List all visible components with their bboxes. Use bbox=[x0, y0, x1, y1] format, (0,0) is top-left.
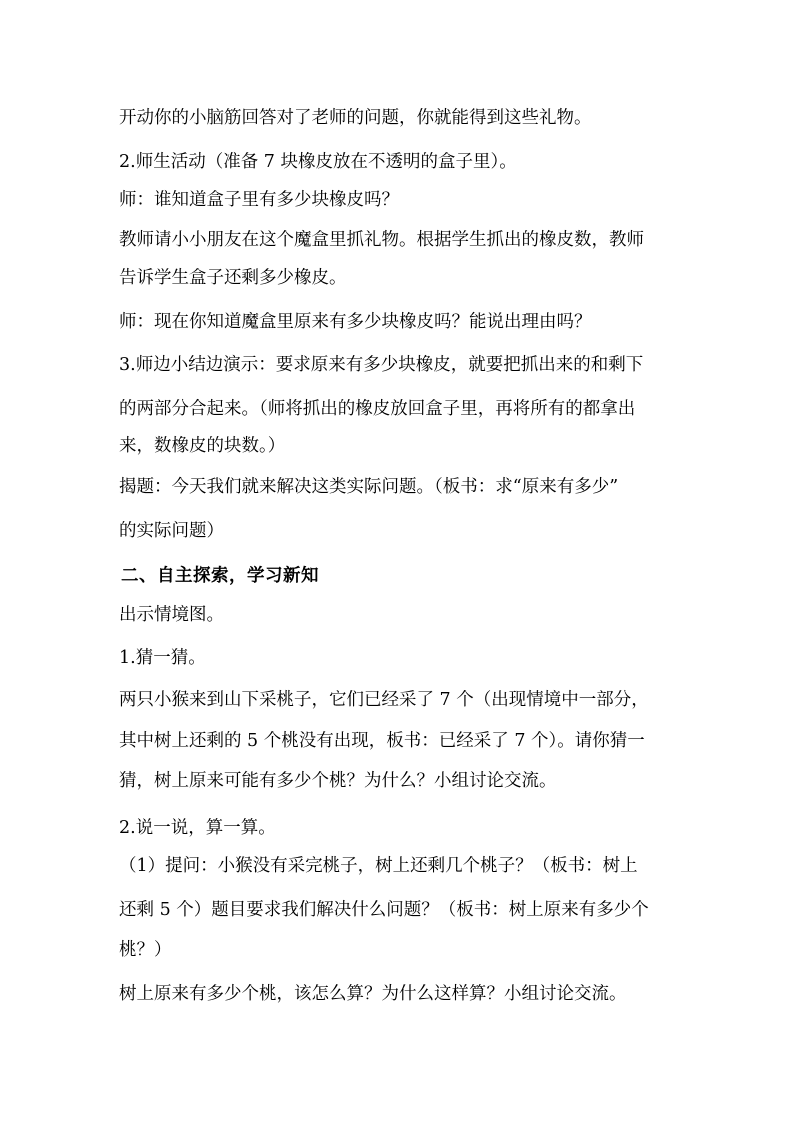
paragraph-line: 开动你的小脑筋回答对了老师的问题，你就能得到这些礼物。 bbox=[119, 108, 592, 128]
paragraph-line: 来，数橡皮的块数。） bbox=[119, 436, 286, 456]
paragraph-line: 猜，树上原来可能有多少个桃？为什么？小组讨论交流。 bbox=[119, 771, 557, 791]
paragraph-line: 揭题：今天我们就来解决这类实际问题。（板书：求“原来有多少” bbox=[119, 477, 619, 497]
paragraph-line: 其中树上还剩的 5 个桃没有出现，板书：已经采了 7 个）。请你猜一 bbox=[119, 731, 645, 751]
paragraph-line: （1）提问：小猴没有采完桃子，树上还剩几个桃子？（板书：树上 bbox=[119, 856, 638, 876]
paragraph-line: 师：现在你知道魔盒里原来有多少块橡皮吗？能说出理由吗？ bbox=[119, 312, 592, 332]
paragraph-line: 树上原来有多少个桃，该怎么算？为什么这样算？小组讨论交流。 bbox=[119, 984, 627, 1004]
paragraph-line: 2.说一说，算一算。 bbox=[119, 818, 276, 838]
paragraph-line: 桃？） bbox=[119, 940, 172, 960]
paragraph-line: 两只小猴来到山下采桃子，它们已经采了 7 个（出现情境中一部分， bbox=[119, 690, 649, 710]
paragraph-line: 告诉学生盒子还剩多少橡皮。 bbox=[119, 268, 347, 288]
paragraph-line: 的两部分合起来。（师将抓出的橡皮放回盒子里，再将所有的都拿出 bbox=[119, 399, 636, 419]
paragraph-line: 1.猜一猜。 bbox=[119, 648, 206, 668]
section-heading: 二、自主探索，学习新知 bbox=[121, 566, 319, 586]
paragraph-line: 3.师边小结边演示：要求原来有多少块橡皮，就要把抓出来的和剩下 bbox=[119, 355, 644, 375]
paragraph-line: 教师请小小朋友在这个魔盒里抓礼物。根据学生抓出的橡皮数，教师 bbox=[119, 230, 644, 250]
paragraph-line: 2.师生活动（准备 7 块橡皮放在不透明的盒子里）。 bbox=[119, 152, 517, 172]
paragraph-line: 出示情境图。 bbox=[119, 605, 224, 625]
paragraph-line: 的实际问题） bbox=[119, 521, 224, 541]
paragraph-line: 师：谁知道盒子里有多少块橡皮吗？ bbox=[119, 190, 399, 210]
paragraph-line: 还剩 5 个）题目要求我们解决什么问题？（板书：树上原来有多少个 bbox=[119, 900, 649, 920]
